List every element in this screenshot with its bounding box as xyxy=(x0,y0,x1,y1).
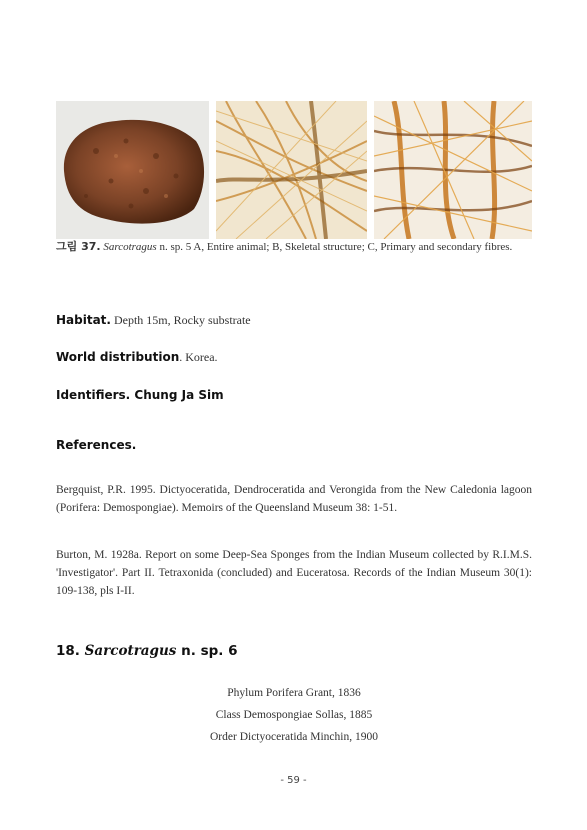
world-distribution-text: . Korea. xyxy=(179,350,218,364)
section-number: 18. xyxy=(56,643,80,659)
figure-genus: Sarcotragus xyxy=(103,241,157,253)
taxonomy-order: Order Dictyoceratida Minchin, 1900 xyxy=(210,731,378,743)
section-title xyxy=(56,643,238,659)
figure-label: 그림 37. xyxy=(56,240,101,253)
figure-caption xyxy=(56,238,532,256)
world-distribution-label: World distribution xyxy=(56,350,180,364)
page-number: - 59 - xyxy=(280,775,307,786)
taxonomy-phylum: Phylum Porifera Grant, 1836 xyxy=(227,687,361,699)
taxonomy-class: Class Demospongiae Sollas, 1885 xyxy=(215,709,373,721)
photo-skeletal-structure xyxy=(216,101,367,239)
references-heading-text: References. xyxy=(56,438,137,452)
section-suffix: n. sp. 6 xyxy=(181,643,238,659)
figure-37 xyxy=(56,101,532,239)
figure-caption-text: n. sp. 5 A, Entire animal; B, Skeletal structure; C, Primary and secondary fibres. xyxy=(159,241,513,253)
habitat-line xyxy=(56,312,532,328)
habitat-text: Depth 15m, Rocky substrate xyxy=(113,313,251,327)
photo-entire-animal xyxy=(56,101,209,239)
identifiers-line xyxy=(56,387,532,403)
references-heading xyxy=(56,437,532,453)
identifiers-text: Identifiers. Chung Ja Sim xyxy=(56,388,224,402)
section-genus: Sarcotragus xyxy=(84,643,177,659)
photo-primary-secondary-fibres xyxy=(374,101,532,239)
habitat-label: Habitat. xyxy=(56,313,111,327)
reference-item: Bergquist, P.R. 1995. Dictyoceratida, Dendroceratida and Verongida from the New Caledonia lagoon (Porifera: Demospongiae). Memoirs of the Queensland Museum 38: 1-51. xyxy=(56,484,532,514)
reference-item: Burton, M. 1928a. Report on some Deep-Sea Sponges from the Indian Museum collected by R.I.M.S. 'Investigator'. Part II. Tetraxonida (concluded) and Euceratosa. Records of the Indian Museum 30(1): 109-138, pls I-II. xyxy=(56,549,532,597)
world-distribution-line xyxy=(56,349,532,365)
